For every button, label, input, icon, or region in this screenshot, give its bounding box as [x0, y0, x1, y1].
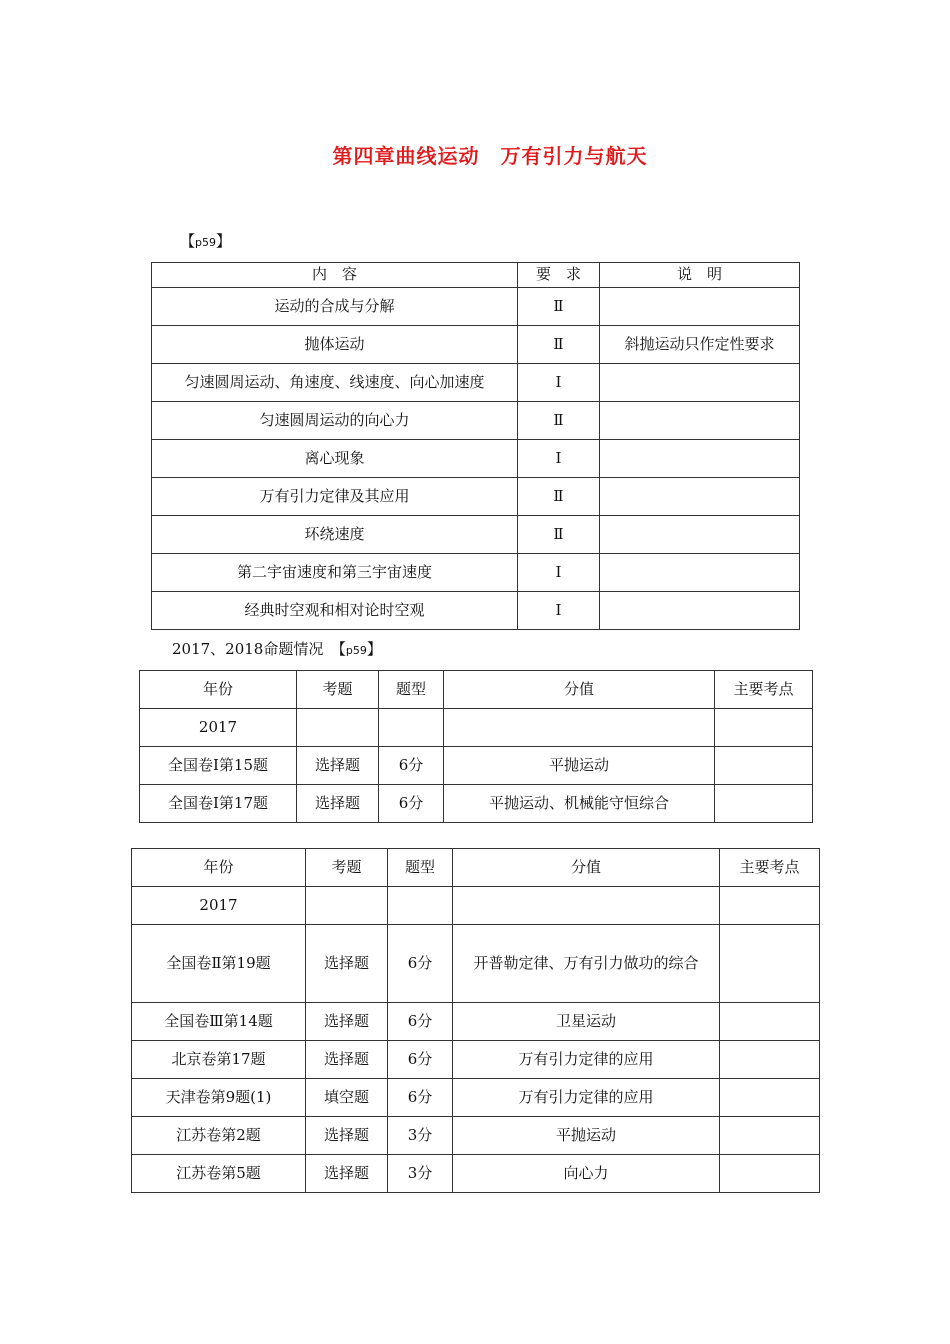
table-row [152, 288, 800, 326]
table-cell: 6分 [379, 747, 444, 785]
table-cell: Ⅰ [518, 364, 600, 402]
table-cell: Ⅰ [518, 592, 600, 630]
header-cell: 考题 [306, 849, 388, 887]
table-row [140, 709, 813, 747]
table-row [152, 554, 800, 592]
table-cell: 环绕速度 [152, 516, 518, 554]
table-cell: 卫星运动 [453, 1003, 720, 1041]
table-row [152, 326, 800, 364]
table-cell: 选择题 [306, 1117, 388, 1155]
header-cell: 分值 [453, 849, 720, 887]
table-cell: 万有引力定律及其应用 [152, 478, 518, 516]
table-row [152, 402, 800, 440]
table-cell [715, 747, 813, 785]
table-cell: 离心现象 [152, 440, 518, 478]
exam-table-1 [139, 670, 813, 823]
table-cell [600, 592, 800, 630]
table-row [152, 478, 800, 516]
table-cell: 向心力 [453, 1155, 720, 1193]
table-cell: 选择题 [306, 1155, 388, 1193]
table-cell: Ⅰ [518, 440, 600, 478]
table-cell [388, 887, 453, 925]
table-cell: 全国卷Ⅰ第17题 [140, 785, 297, 823]
table-row [152, 440, 800, 478]
table-cell: 匀速圆周运动的向心力 [152, 402, 518, 440]
table-cell: 天津卷第9题(1) [132, 1079, 306, 1117]
exam-table-2 [131, 848, 820, 1193]
table-row [132, 1041, 820, 1079]
table-cell [600, 288, 800, 326]
header-cell: 说 明 [600, 263, 800, 288]
table-cell [720, 1003, 820, 1041]
table-cell: 选择题 [306, 925, 388, 1003]
table-cell: 6分 [388, 925, 453, 1003]
bracket-open: 【 [180, 232, 196, 250]
header-cell: 主要考点 [715, 671, 813, 709]
bracket-open: 【 [338, 640, 346, 658]
chapter-title: 第四章曲线运动 万有引力与航天 [332, 144, 648, 168]
table-cell [720, 1079, 820, 1117]
table-cell: 3分 [388, 1155, 453, 1193]
table-cell: 选择题 [306, 1041, 388, 1079]
table-cell [600, 440, 800, 478]
table-cell: Ⅱ [518, 288, 600, 326]
header-cell: 主要考点 [720, 849, 820, 887]
header-cell: 年份 [132, 849, 306, 887]
table-cell [720, 925, 820, 1003]
table-cell [453, 887, 720, 925]
table-cell: 选择题 [297, 785, 379, 823]
header-cell: 内 容 [152, 263, 518, 288]
table-cell: 江苏卷第5题 [132, 1155, 306, 1193]
table-row [132, 1117, 820, 1155]
table-header-row [152, 263, 800, 288]
table-cell [715, 785, 813, 823]
table-cell: 6分 [379, 785, 444, 823]
table-cell [600, 516, 800, 554]
page-number: p59 [195, 236, 216, 249]
table-cell: Ⅰ [518, 554, 600, 592]
table-cell [720, 887, 820, 925]
table-cell [715, 709, 813, 747]
exam-situation-caption [172, 638, 382, 659]
table-cell: 北京卷第17题 [132, 1041, 306, 1079]
header-cell: 题型 [379, 671, 444, 709]
table-cell [297, 709, 379, 747]
table-row [132, 1155, 820, 1193]
table-cell: 平抛运动、机械能守恒综合 [444, 785, 715, 823]
page-number: p59 [345, 644, 367, 657]
table-cell: 斜抛运动只作定性要求 [600, 326, 800, 364]
table-row [140, 785, 813, 823]
table-cell [600, 364, 800, 402]
table-cell: 第二宇宙速度和第三宇宙速度 [152, 554, 518, 592]
table-cell [600, 478, 800, 516]
table-cell: 全国卷Ⅲ第14题 [132, 1003, 306, 1041]
table-cell: 6分 [388, 1041, 453, 1079]
caption-text: 2017、2018命题情况 [172, 640, 339, 658]
table-cell: 6分 [388, 1003, 453, 1041]
table-row [152, 364, 800, 402]
table-row [132, 1079, 820, 1117]
table-cell: Ⅱ [518, 478, 600, 516]
table-cell: 抛体运动 [152, 326, 518, 364]
header-cell: 要 求 [518, 263, 600, 288]
table-cell [720, 1155, 820, 1193]
bracket-close: 】 [216, 232, 232, 250]
table-cell: 填空题 [306, 1079, 388, 1117]
table-row [132, 925, 820, 1003]
page-reference [180, 230, 231, 251]
header-cell: 分值 [444, 671, 715, 709]
table-cell: 平抛运动 [453, 1117, 720, 1155]
table-header-row [140, 671, 813, 709]
table-cell: Ⅱ [518, 516, 600, 554]
bracket-close: 】 [366, 640, 382, 658]
table-cell: 6分 [388, 1079, 453, 1117]
table-cell: 3分 [388, 1117, 453, 1155]
table-cell [379, 709, 444, 747]
table-row [132, 1003, 820, 1041]
table-cell: 全国卷Ⅱ第19题 [132, 925, 306, 1003]
table-cell: 运动的合成与分解 [152, 288, 518, 326]
table-cell [600, 402, 800, 440]
table-row [152, 516, 800, 554]
table-cell: 2017 [132, 887, 306, 925]
table-header-row [132, 849, 820, 887]
table-row [152, 592, 800, 630]
table-cell: 选择题 [306, 1003, 388, 1041]
table-cell: Ⅱ [518, 326, 600, 364]
header-cell: 年份 [140, 671, 297, 709]
table-cell: 2017 [140, 709, 297, 747]
table-cell: Ⅱ [518, 402, 600, 440]
table-cell: 全国卷Ⅰ第15题 [140, 747, 297, 785]
table-cell [720, 1117, 820, 1155]
table-cell: 万有引力定律的应用 [453, 1041, 720, 1079]
table-cell [444, 709, 715, 747]
table-row [140, 747, 813, 785]
requirements-table [151, 262, 800, 630]
header-cell: 题型 [388, 849, 453, 887]
table-cell: 开普勒定律、万有引力做功的综合 [453, 925, 720, 1003]
table-cell [600, 554, 800, 592]
table-cell: 经典时空观和相对论时空观 [152, 592, 518, 630]
table-cell: 匀速圆周运动、角速度、线速度、向心加速度 [152, 364, 518, 402]
table-cell: 万有引力定律的应用 [453, 1079, 720, 1117]
table-cell: 平抛运动 [444, 747, 715, 785]
table-cell [306, 887, 388, 925]
table-cell: 选择题 [297, 747, 379, 785]
header-cell: 考题 [297, 671, 379, 709]
table-cell: 江苏卷第2题 [132, 1117, 306, 1155]
table-cell [720, 1041, 820, 1079]
table-row [132, 887, 820, 925]
